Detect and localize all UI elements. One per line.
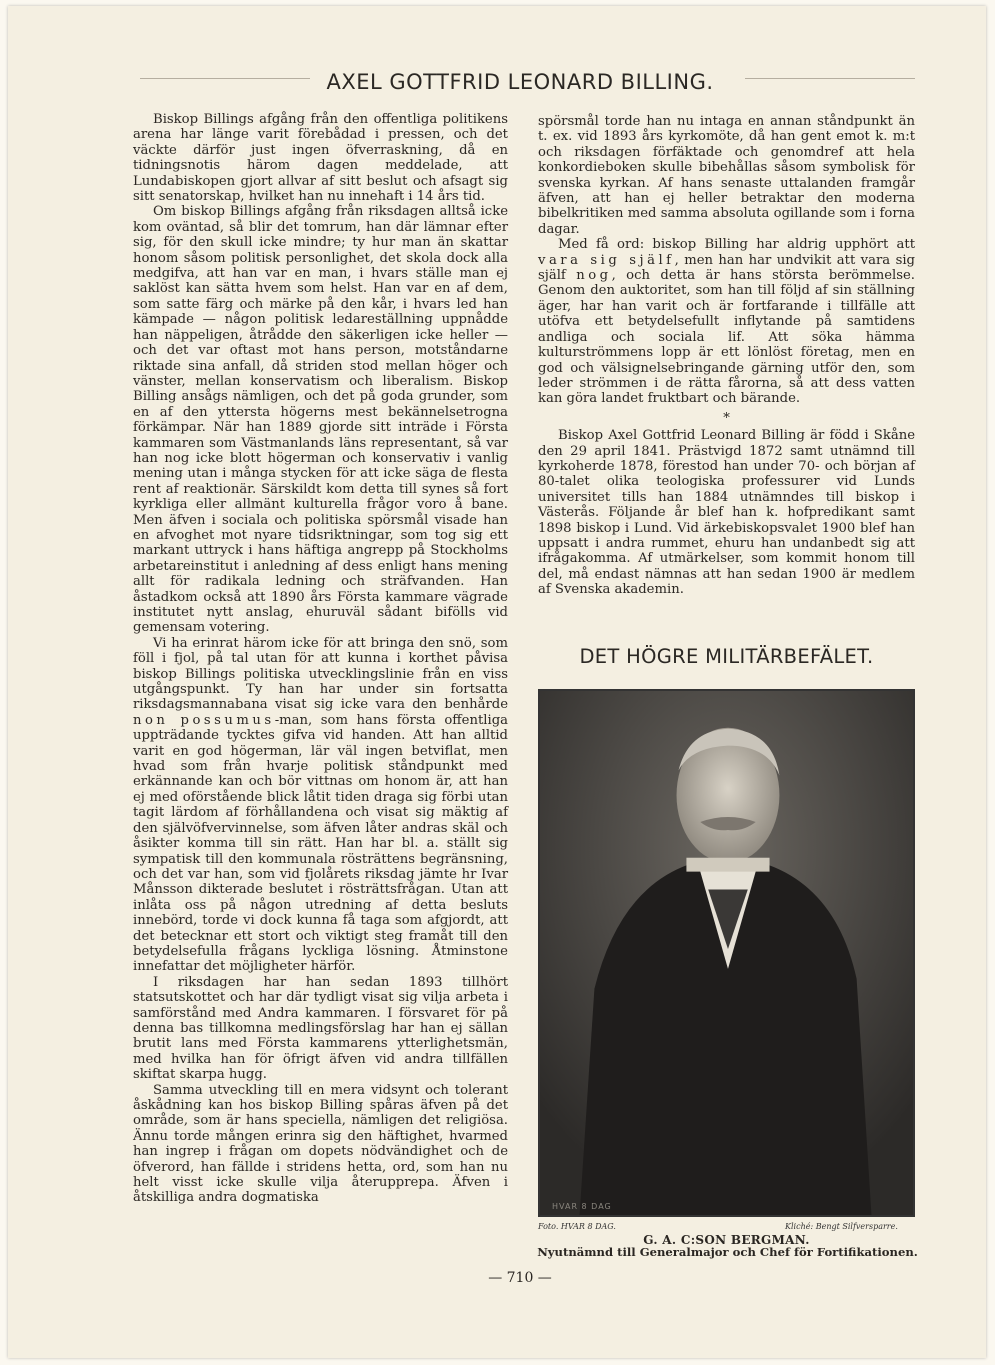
- text: Vi ha erinrat härom icke för att bringa den snö, som föll i fjol, på tal utan för att kunna i korthet påvisa biskop Billings politiska utvecklingslinie från en viss utgångspunkt. Ty han har under sin fortsatta riksdagsmannabana visat sig icke vara den benhårde: [133, 635, 508, 713]
- spaced-text: nog: [576, 268, 612, 284]
- spaced-text: non possumus: [133, 712, 275, 728]
- paragraph: Samma utveckling till en mera vidsynt och tolerant åskådning kan hos biskop Billing spåras äfven på det område, som är hans speciella, nämligen det religiösa. Ännu torde mången erinra sig den häftighet, hvarmed han ingrep i frågan om dopets nödvändighet och de öfverord, han fällde i stridens hetta, ord, som han nu helt visst icke skulle vilja återupprepa. Äfven i åtskilliga andra dogmatiska: [133, 1082, 508, 1206]
- paragraph: spörsmål torde han nu intaga en annan ståndpunkt än t. ex. vid 1893 års kyrkomöte, då han gent emot k. m:t och riksdagen förfäktade och genomdref att hela konkordieboken skulle bibehållas såsom symbolisk för svenska kyrkan. Af hans senaste uttalanden framgår äfven, att han ej heller betraktar den moderna bibelkritiken med samma absoluta ogillande som i forna dagar.: [538, 114, 915, 237]
- article-title: AXEL GOTTFRID LEONARD BILLING.: [326, 70, 714, 94]
- text: -man, som hans första offentliga uppträdande tycktes gifva vid handen. Att han alltid varit en god högerman, lär väl ingen betviflat, men hvad som från hvarje politisk ståndpunkt med erkännande kan och bör vittnas om honom är, att han ej med oförstående blick låtit tiden draga sig förbi utan tagit lärdom af förhållandena och visat sig mäktig af den självöfvervinnelse, som äfven låter andras skäl och åsikter komma till sin rätt. Han har bl. a. ställt sig sympatisk till den kommunala rösträttens begränsning, och det var han, som vid fjolårets riksdag jämte hr Ivar Månsson dikterade beslutet i rösträttsfrågan. Utan att inlåta oss på någon utredning af detta besluts innebörd, torde vi dock kunna få taga som afgjordt, att det betecknar ett stort och viktigt steg framåt till den betydelsefulla frågans lyckliga lösning. Åtminstone innefattar det möjligheter härför.: [133, 712, 509, 975]
- right-column: [538, 114, 915, 598]
- paragraph: Om biskop Billings afgång från riksdagen alltså icke kom oväntad, så blir det tomrum, han där lämnar efter sig, för den skull icke mindre; ty hur man än skattar honom såsom politisk personlighet, det skola dock alla medgifva, att han var en man, i hvars ställe man ej saklöst kan sätta hvem som helst. Han var en af dem, som satte färg och märke på den kår, i hvars led han kämpade — någon politisk ledareställning uppnådde han näppeligen, åtrådde den säkerligen icke heller — och det var oftast mot hans person, motståndarne riktade sina anfall, då striden stod mellan höger och vänster, mellan konservatism och liberalism. Biskop Billing ansågs nämligen, och det på goda grunder, som en af den yttersta högerns mest bekännelsetrogna förkämpar. När han 1889 gjorde sitt inträde i Första kammaren som Västmanlands läns representant, så var han nog icke blott högerman och konservativ i vanlig mening utan i många stycken för att icke säga de flesta rent af reaktionär. Särskildt kom detta till synes så fort kyrkliga eller allmänt kulturella frågor voro å bane. Men äfven i sociala och politiska spörsmål visade han en afvoghet mot nyare tidsriktningar, som tog sig ett markant uttryck i hans häftiga angrepp på Stockholms arbetareinstitut i anledning af dess enligt hans mening allt för radikala ledning och sträfvanden. Han åstadkom också att 1890 års Första kammare vägrade institutet nytt anslag, ehuruväl sådant bifölls vid gemensam votering.: [133, 204, 508, 636]
- section-separator: *: [723, 410, 730, 426]
- text: , men han har undvikit att vara sig själf: [538, 252, 916, 284]
- left-column: [133, 112, 508, 1206]
- spaced-text: vara sig själf: [538, 252, 675, 268]
- photo-credit: Foto. HVAR 8 DAG.: [538, 1222, 616, 1231]
- paragraph: [538, 237, 915, 406]
- section-heading: DET HÖGRE MILITÄRBEFÄLET.: [579, 645, 874, 668]
- paragraph: Biskop Billings afgång från den offentliga politikens arena har länge varit förebådad i pressen, och det väckte därför just ingen öfverraskning, då en tidningsnotis härom dagen meddelade, att Lundabiskopen gjort allvar af sitt beslut och afsagt sig sitt senatorskap, hvilket han nu innehaft i 14 års tid.: [133, 112, 508, 205]
- page-number: — 710 —: [488, 1270, 552, 1286]
- text: Med få ord: biskop Billing har aldrig upphört att: [558, 237, 915, 253]
- caption-name: G. A. C:SON BERGMAN.: [643, 1233, 810, 1247]
- paragraph: I riksdagen har han sedan 1893 tillhört statsutskottet och har där tydligt visat sig vilja arbeta i samförstånd med Andra kammaren. I försvaret för på denna bas tillkomna medlingsförslag har han ej sällan brutit lans med Första kammarens ytterlighetsmän, med hvilka han för öfrigt äfven vid andra tillfällen skiftat skarpa hugg.: [133, 974, 508, 1083]
- text: , och detta är hans största berömmelse. Genom den auktoritet, som han till följd af sin ställning äger, har han varit och är fortfarande i tillfälle att utöfva ett betydelsefullt inflytande på samtidens andliga och sociala lif. Att söka hämma kulturströmmens lopp är ett lönlöst företag, men en god och välsignelsebringande gärning utför den, som leder strömmen i de rätta fårorna, så att dess vatten kan göra landet fruktbart och bärande.: [538, 268, 915, 407]
- paragraph: Biskop Axel Gottfrid Leonard Billing är född i Skåne den 29 april 1841. Prästvigd 1872 samt utnämnd till kyrkoherde 1878, förestod han under 70- och början af 80-talet olika teologiska professurer vid Lunds universitet tills han 1884 utnämndes till biskop i Västerås. Följande år blef han k. hofpredikant samt 1898 biskop i Lund. Vid ärkebiskopsvalet 1900 blef han uppsatt i andra rummet, ehuru han undanbedt sig att ifrågakomma. Af utmärkelser, som kommit honom till del, må endast nämnas att han sedan 1900 är medlem af Svenska akademin.: [538, 428, 915, 598]
- caption-description: Nyutnämnd till Generalmajor och Chef för Fortifikationen.: [537, 1245, 918, 1259]
- photo-watermark: HVAR 8 DAG: [552, 1202, 612, 1211]
- portrait-photo: [538, 689, 915, 1217]
- paragraph: [133, 636, 508, 975]
- cliche-credit: Kliché: Bengt Silfversparre.: [785, 1222, 898, 1231]
